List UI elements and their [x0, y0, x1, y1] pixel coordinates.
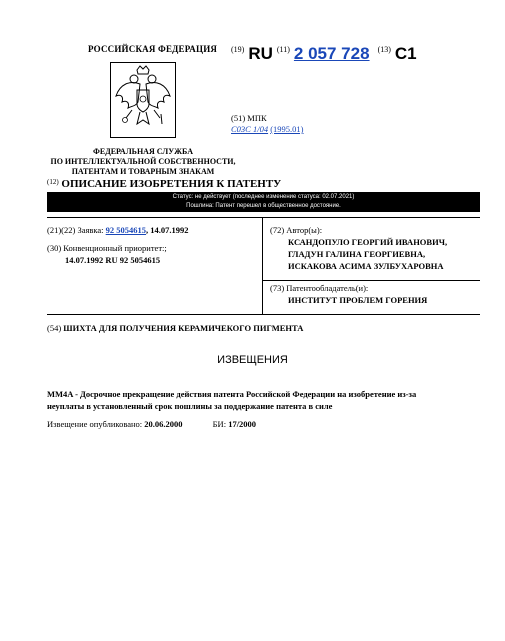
priority-label: (30) Конвенционный приоритет:; — [47, 243, 167, 253]
agency-name — [48, 147, 238, 177]
application-date: , 14.07.1992 — [146, 225, 189, 235]
author-name: ИСКАКОВА АСИМА ЗУЛБУХАРОВНА — [288, 261, 444, 271]
invention-title — [47, 322, 303, 334]
coat-of-arms-emblem — [110, 62, 176, 138]
notice-publication — [47, 418, 480, 430]
document-title-text: ОПИСАНИЕ ИЗОБРЕТЕНИЯ К ПАТЕНТУ — [61, 178, 282, 190]
author-name: ГЛАДУН ГАЛИНА ГЕОРГИЕВНА, — [288, 249, 426, 259]
ipc-version-link[interactable]: (1995.01) — [270, 124, 304, 134]
holder-name: ИНСТИТУТ ПРОБЛЕМ ГОРЕНИЯ — [288, 295, 428, 305]
inid-code-11: (11) — [276, 45, 290, 54]
holder-label: (73) Патентообладатель(и): — [270, 283, 369, 293]
status-line: Статус: не действует (последнее изменение статуса: 02.07.2021) — [172, 194, 355, 200]
invention-title-text: ШИХТА ДЛЯ ПОЛУЧЕНИЯ КЕРАМИЧЕКОГО ПИГМЕНТА — [63, 323, 304, 333]
application-number-link[interactable]: 92 5054615 — [105, 225, 147, 235]
authors-label: (72) Автор(ы): — [270, 225, 323, 235]
application-label: (21)(22) Заявка: — [47, 225, 104, 235]
published-date: 20.06.2000 — [144, 419, 183, 429]
table-top-border — [47, 217, 480, 218]
published-label: Извещение опубликовано: — [47, 419, 143, 429]
author-name: КСАНДОПУЛО ГЕОРГИЙ ИВАНОВИЧ, — [288, 237, 448, 247]
notice-text — [47, 388, 480, 412]
country-code: RU — [248, 44, 273, 63]
authors-holder-divider — [262, 280, 480, 281]
publication-number — [231, 44, 417, 64]
notices-heading: ИЗВЕЩЕНИЯ — [217, 354, 288, 366]
column-divider — [262, 217, 263, 314]
inid-code-13: (13) — [377, 45, 391, 54]
notice-code: MM4A — [47, 389, 73, 399]
notice-text-line: - Досрочное прекращение действия патента Российской Федерации на изобретение из-за — [72, 389, 417, 399]
inid-code-54: (54) — [47, 323, 62, 333]
table-bottom-border — [47, 314, 480, 315]
kind-code: C1 — [394, 44, 417, 63]
agency-line: ФЕДЕРАЛЬНАЯ СЛУЖБА — [93, 147, 193, 156]
inid-code-19: (19) — [231, 45, 245, 54]
holder-block — [270, 282, 480, 306]
ipc-label: (51) МПК — [231, 113, 267, 123]
notice-text-line: неуплаты в установленный срок пошлины за поддержание патента в силе — [47, 401, 333, 411]
bulletin-label: БИ: — [212, 419, 227, 429]
bulletin-number: 17/2000 — [228, 419, 257, 429]
authors-block — [270, 224, 480, 272]
priority-value: 14.07.1992 RU 92 5054615 — [65, 255, 161, 265]
inid-code-12: (12) — [47, 178, 59, 186]
status-bar — [47, 192, 480, 212]
fee-status-line: Пошлина: Патент перешел в общественное достояние. — [186, 203, 341, 209]
ipc-code-link[interactable]: C03C 1/04 — [231, 124, 269, 134]
country-name: РОССИЙСКАЯ ФЕДЕРАЦИЯ — [88, 44, 218, 54]
agency-line: ПАТЕНТАМ И ТОВАРНЫМ ЗНАКАМ — [71, 167, 215, 176]
ipc-block — [231, 113, 304, 135]
agency-line: ПО ИНТЕЛЛЕКТУАЛЬНОЙ СОБСТВЕННОСТИ, — [50, 157, 236, 166]
document-title — [47, 178, 281, 190]
application-block — [47, 224, 257, 266]
patent-number-link[interactable]: 2 057 728 — [293, 44, 370, 63]
